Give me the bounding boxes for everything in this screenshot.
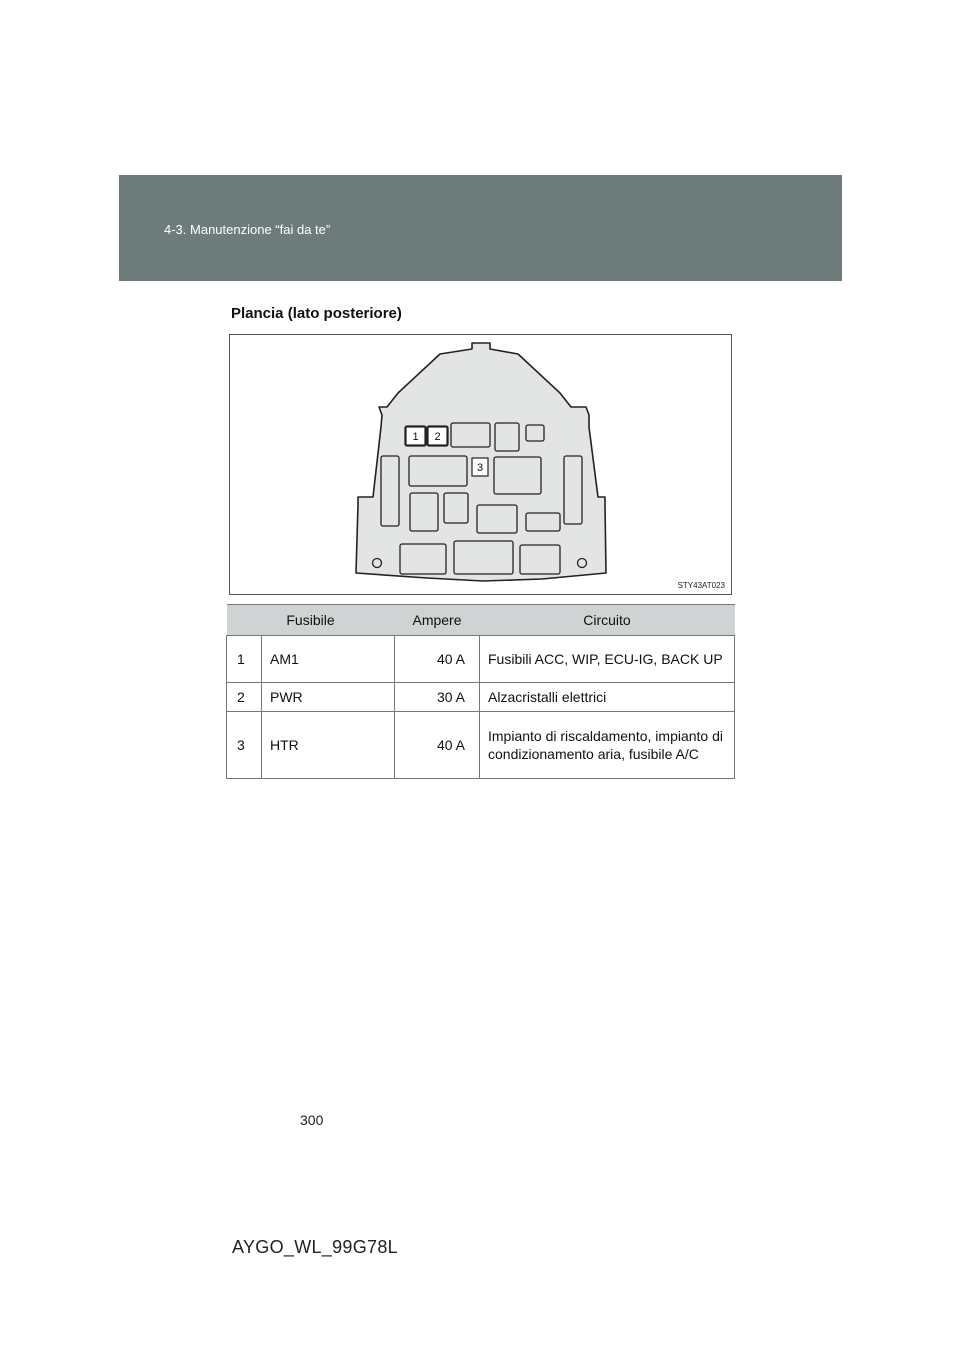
relay-slot — [526, 425, 544, 441]
fuse-number: 1 — [227, 636, 262, 683]
mounting-hole — [373, 559, 382, 568]
fuse-circuit: Alzacristalli elettrici — [480, 683, 735, 712]
bottom-block — [400, 544, 446, 574]
fuse-ampere: 30 A — [395, 683, 480, 712]
fuse-box-illustration — [229, 334, 732, 595]
figure-id: STY43AT023 — [677, 581, 725, 590]
fuse-circuit: Fusibili ACC, WIP, ECU-IG, BACK UP — [480, 636, 735, 683]
page-number: 300 — [300, 1112, 324, 1128]
header-fusibile: Fusibile — [227, 605, 395, 636]
relay-slot — [451, 423, 490, 447]
callout-2: 2 — [434, 431, 441, 443]
connector-slot — [564, 456, 582, 524]
table-row — [227, 683, 735, 712]
fuse-ampere: 40 A — [395, 712, 480, 779]
relay-slot — [494, 457, 541, 494]
fuse-number: 3 — [227, 712, 262, 779]
relay-slot — [495, 423, 519, 451]
chapter-header-bar — [119, 175, 842, 281]
fuse-name: PWR — [262, 683, 395, 712]
header-ampere: Ampere — [395, 605, 480, 636]
fuse-ampere: 40 A — [395, 636, 480, 683]
relay-slot — [477, 505, 517, 533]
callout-3: 3 — [476, 462, 484, 474]
table-row — [227, 712, 735, 779]
fuse-number: 2 — [227, 683, 262, 712]
callout-1: 1 — [412, 431, 419, 443]
fuse-box-diagram — [230, 335, 731, 594]
fuse-table — [226, 604, 735, 779]
header-circuito: Circuito — [480, 605, 735, 636]
document-code: AYGO_WL_99G78L — [232, 1237, 398, 1257]
relay-slot — [410, 493, 438, 531]
table-row — [227, 636, 735, 683]
bottom-block — [520, 545, 560, 574]
mounting-hole — [578, 559, 587, 568]
connector-slot — [381, 456, 399, 526]
relay-slot — [444, 493, 468, 523]
fuse-circuit: Impianto di riscaldamento, impianto di condizionamento aria, fusibile A/C — [480, 712, 735, 779]
chapter-title: 4-3. Manutenzione “fai da te” — [164, 222, 331, 237]
fuse-name: HTR — [262, 712, 395, 779]
fuse-name: AM1 — [262, 636, 395, 683]
fuse-slot-3 — [409, 456, 467, 486]
bottom-block — [454, 541, 513, 574]
relay-slot — [526, 513, 560, 531]
section-title: Plancia (lato posteriore) — [231, 305, 402, 322]
